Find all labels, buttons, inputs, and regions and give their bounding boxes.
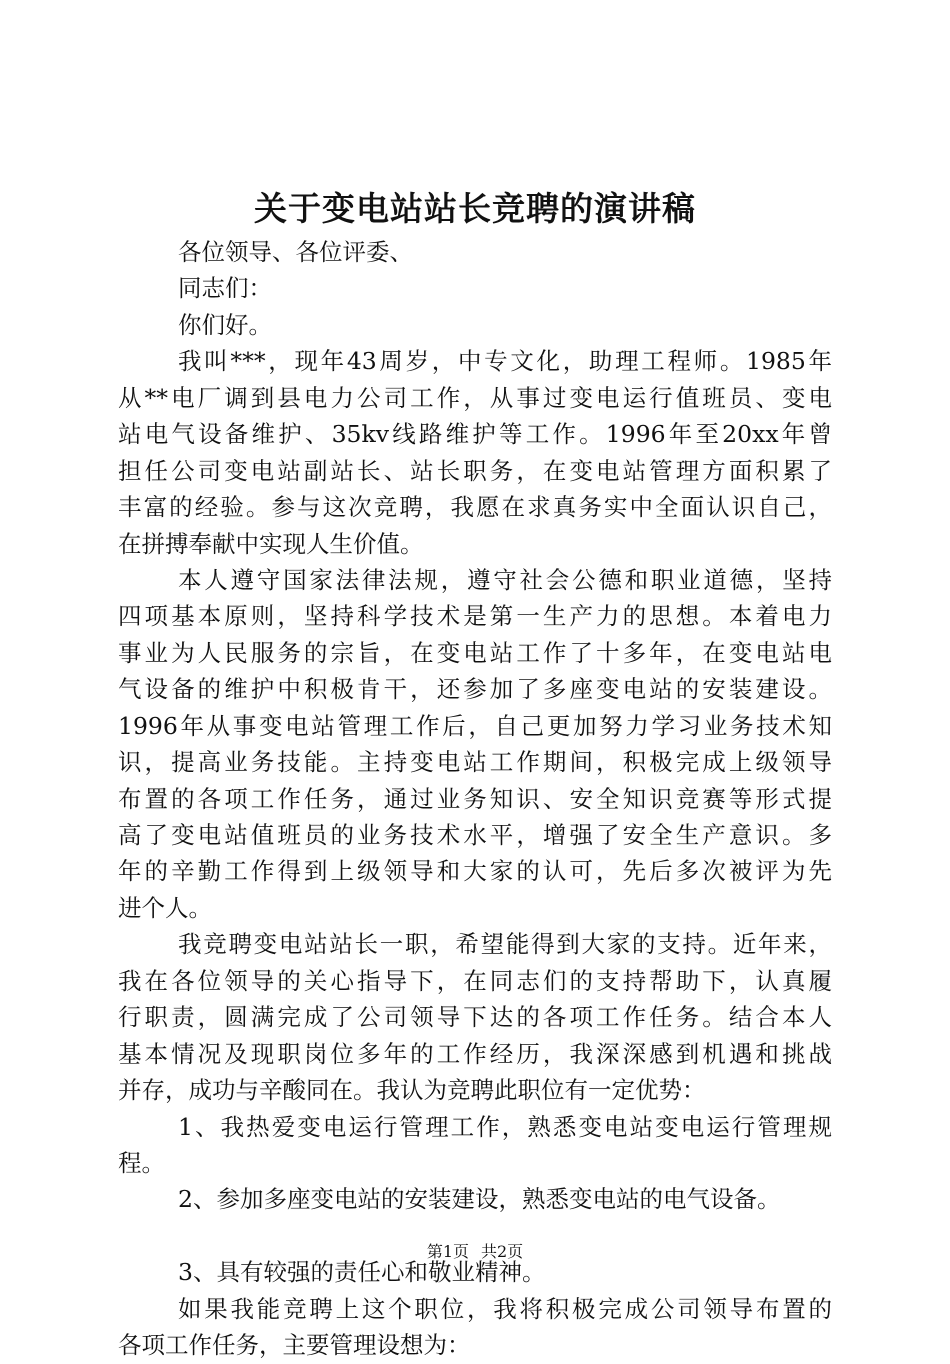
page-number: 第1页 bbox=[426, 1242, 469, 1261]
text-line: 四项基本原则，坚持科学技术是第一生产力的思想。本着电力 bbox=[118, 602, 832, 631]
text-line: 基本情况及现职岗位多年的工作经历，我深深感到机遇和挑战 bbox=[118, 1039, 832, 1068]
text-line: 并存，成功与辛酸同在。我认为竞聘此职位有一定优势： bbox=[118, 1076, 706, 1105]
text-line: 你们好。 bbox=[178, 310, 272, 339]
text-line: 程。 bbox=[118, 1148, 165, 1177]
text-line: 我竞聘变电站站长一职，希望能得到大家的支持。近年来， bbox=[178, 930, 832, 959]
text-line: 布置的各项工作任务，通过业务知识、安全知识竞赛等形式提 bbox=[118, 784, 832, 813]
page-total: 共2页 bbox=[481, 1242, 524, 1261]
text-line: 如果我能竞聘上这个职位，我将积极完成公司领导布置的 bbox=[178, 1294, 832, 1323]
text-line: 1996年从事变电站管理工作后，自己更加努力学习业务技术知 bbox=[118, 711, 832, 740]
text-line: 站电气设备维护、35kv线路维护等工作。1996年至20xx年曾 bbox=[118, 420, 832, 449]
text-line: 行职责，圆满完成了公司领导下达的各项工作任务。结合本人 bbox=[118, 1003, 832, 1032]
text-line: 2、参加多座变电站的安装建设，熟悉变电站的电气设备。 bbox=[178, 1185, 781, 1214]
text-line: 3、具有较强的责任心和敬业精神。 bbox=[178, 1258, 546, 1287]
document-body bbox=[118, 234, 832, 1364]
text-line: 各位领导、各位评委、 bbox=[178, 238, 413, 266]
text-line: 本人遵守国家法律法规，遵守社会公德和职业道德，坚持 bbox=[178, 565, 832, 594]
text-line: 气设备的维护中积极肯干，还参加了多座变电站的安装建设。 bbox=[118, 675, 832, 704]
text-line: 丰富的经验。参与这次竞聘，我愿在求真务实中全面认识自己， bbox=[118, 493, 832, 522]
text-line: 高了变电站值班员的业务技术水平，增强了安全生产意识。多 bbox=[118, 821, 832, 849]
text-line: 在拼搏奉献中实现人生价值。 bbox=[118, 529, 424, 558]
text-line: 识，提高业务技能。主持变电站工作期间，积极完成上级领导 bbox=[118, 748, 832, 777]
text-line: 担任公司变电站副站长、站长职务，在变电站管理方面积累了 bbox=[118, 456, 832, 485]
text-line: 同志们： bbox=[178, 274, 272, 303]
text-line: 从**电厂调到县电力公司工作，从事过变电运行值班员、变电 bbox=[118, 383, 832, 412]
text-line: 1、我热爱变电运行管理工作，熟悉变电站变电运行管理规 bbox=[178, 1112, 832, 1141]
page-footer bbox=[0, 1240, 950, 1264]
text-line: 进个人。 bbox=[118, 893, 212, 922]
text-line: 年的辛勤工作得到上级领导和大家的认可，先后多次被评为先 bbox=[118, 857, 832, 886]
text-line: 各项工作任务，主要管理设想为： bbox=[118, 1331, 471, 1360]
text-line: 事业为人民服务的宗旨，在变电站工作了十多年，在变电站电 bbox=[118, 638, 832, 667]
text-line: 我在各位领导的关心指导下，在同志们的支持帮助下，认真履 bbox=[118, 966, 832, 995]
document-title: 关于变电站站长竞聘的演讲稿 bbox=[254, 189, 696, 228]
text-line: 我叫***，现年43周岁，中专文化，助理工程师。1985年 bbox=[178, 347, 832, 376]
